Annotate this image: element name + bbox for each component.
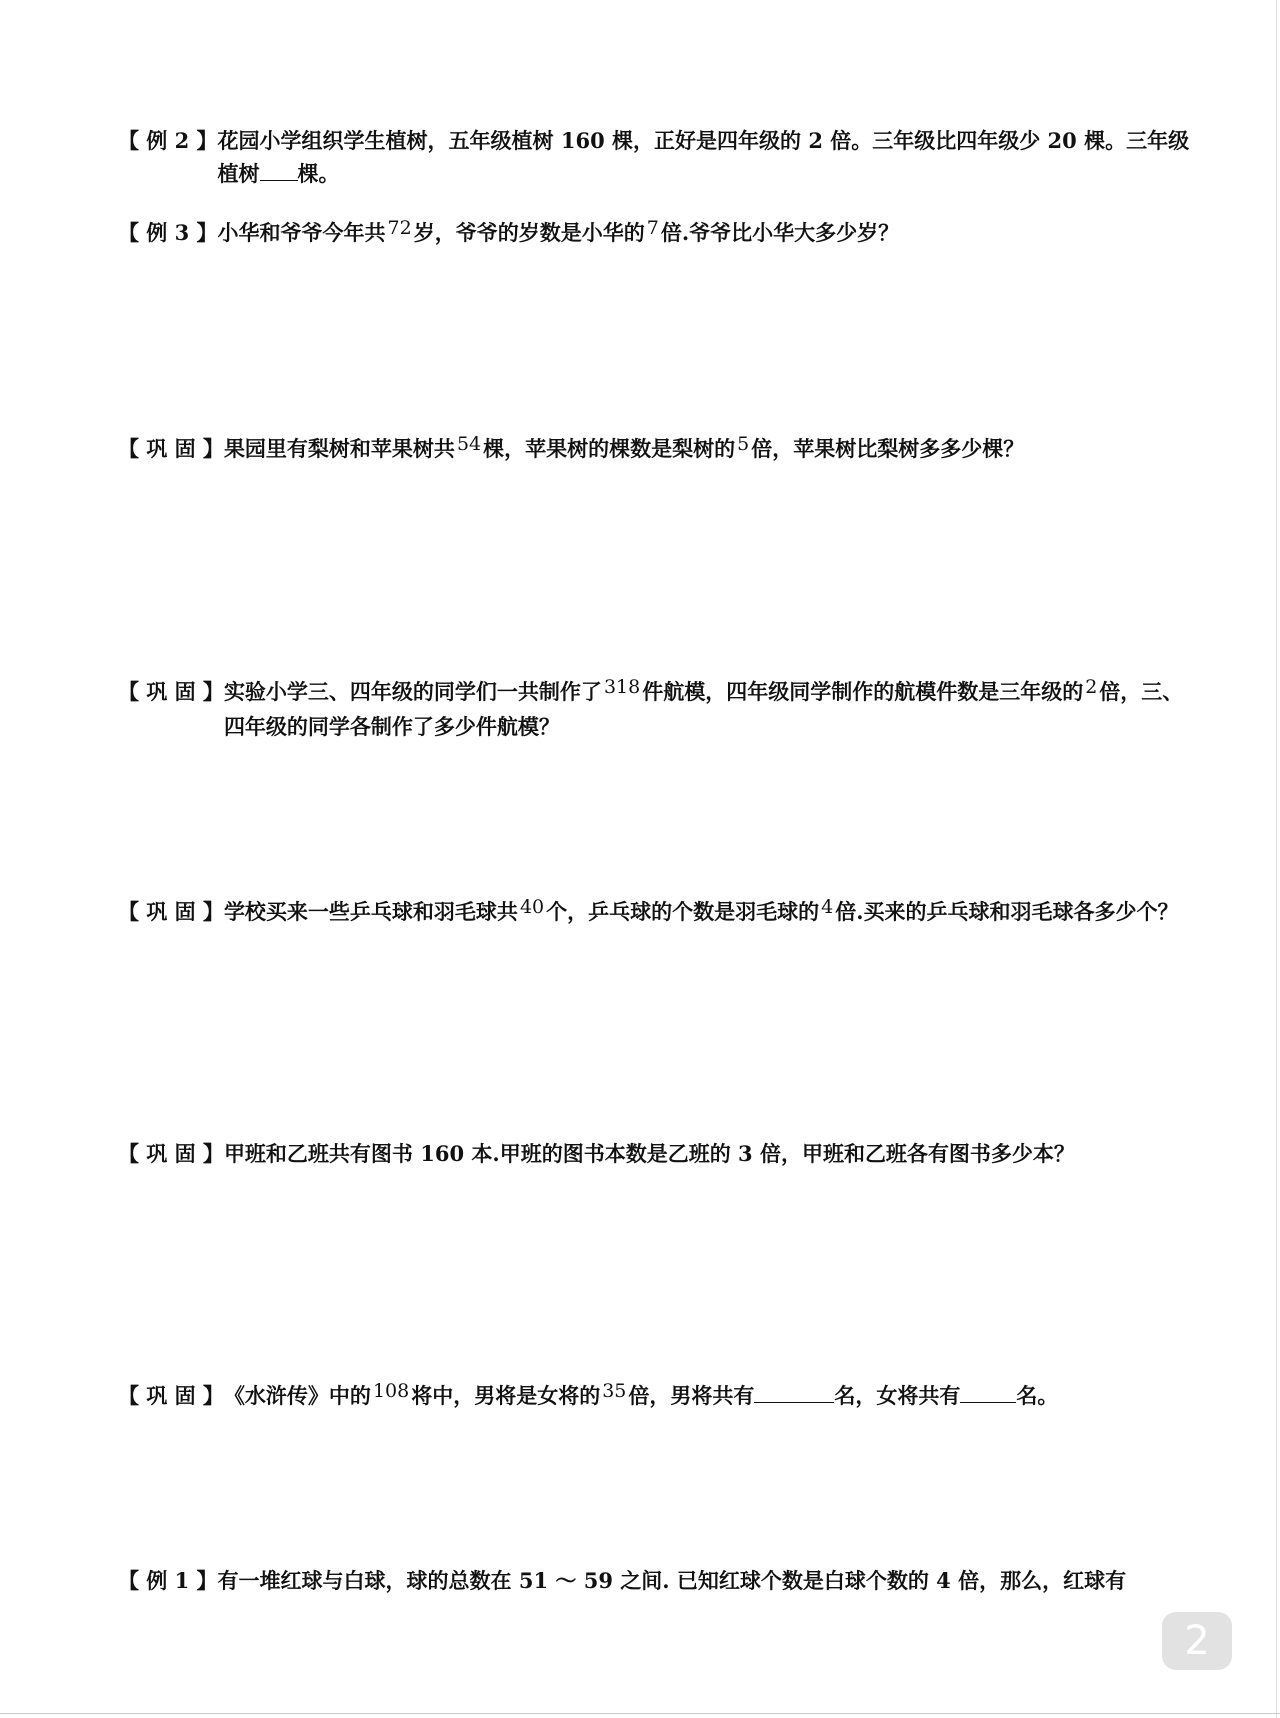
problem-text: 有一堆红球与白球，球的总数在 51 ～ 59 之间. 已知红球个数是白球个数的 4 倍，那么，红球有 [217,1568,1127,1593]
answer-blank[interactable] [260,160,298,181]
problem-tag: 【 巩 固 】 [118,1383,224,1408]
problem-text: 《水浒传》中的 108将中，男将是女将的 35倍，男将共有 名，女将共有 名。 [223,1380,1059,1408]
problem-practice-shuihu [118,1379,1193,1414]
page-edge-right [1276,0,1277,1718]
page-number-badge: 2 [1162,1612,1232,1670]
problem-text: 实验小学三、四年级的同学们一共制作了 318件航模，四年级同学制作的航模件数是三年级的 2倍，三、四年级的同学各制作了多少件航模？ [223,676,1184,739]
problem-text: 果园里有梨树和苹果树共 54棵，苹果树的棵数是梨树的 5倍，苹果树比梨树多多少棵？ [223,433,1025,461]
problem-example-3 [118,216,1193,251]
answer-blank-male[interactable] [754,1382,834,1403]
problem-practice-orchard [118,432,1193,467]
problem-text: 甲班和乙班共有图书 160 本.甲班的图书本数是乙班的 3 倍，甲班和乙班各有图书多少本？ [223,1141,1075,1166]
problem-example-1 [118,1564,1193,1597]
problem-text: 学校买来一些乒乓球和羽毛球共 40个，乒乓球的个数是羽毛球的 4倍.买来的乒乓球和羽毛球各多少个？ [223,896,1179,924]
problem-practice-books [118,1137,1193,1170]
problem-text: 小华和爷爷今年共 72岁，爷爷的岁数是小华的 7倍.爷爷比小华大多少岁？ [217,217,900,245]
problem-tag: 【 巩 固 】 [118,436,224,461]
problem-tag: 【 巩 固 】 [118,679,224,704]
problem-tag: 【 例 2 】 [118,128,218,153]
problem-text: 花园小学组织学生植树，五年级植树 160 棵，正好是四年级的 2 倍。三年级比四年级少 20 棵。三年级植树 棵。 [217,128,1190,186]
problem-practice-models [118,675,1193,743]
answer-blank-female[interactable] [960,1382,1016,1403]
problem-practice-balls [118,895,1193,930]
problem-tag: 【 巩 固 】 [118,899,224,924]
problem-tag: 【 例 1 】 [118,1568,218,1593]
problem-example-2 [118,124,1193,190]
page-edge-bottom [0,1713,1280,1714]
problem-tag: 【 巩 固 】 [118,1141,224,1166]
problem-tag: 【 例 3 】 [118,220,218,245]
